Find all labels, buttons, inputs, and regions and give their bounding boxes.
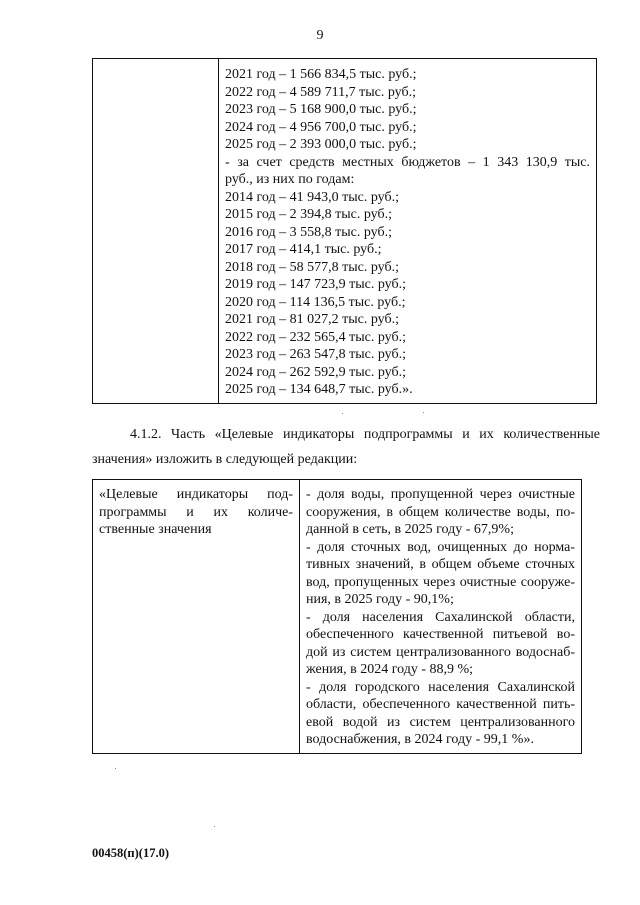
indicator-line: тивных значений, в общем объеме сточных <box>306 557 575 572</box>
paragraph-line-1: 4.1.2. Часть «Целевые индикаторы подпрограммы и их количественные <box>130 427 600 442</box>
financing-line: 2022 год – 4 589 711,7 тыс. руб.; <box>225 84 416 100</box>
financing-line: 2021 год – 1 566 834,5 тыс. руб.; <box>225 67 417 82</box>
indicator-line: области, обеспеченного качественной пить- <box>306 697 575 712</box>
financing-line: 2022 год – 232 565,4 тыс. руб.; <box>225 329 406 345</box>
financing-table-left-cell <box>93 59 219 404</box>
indicator-line: данной в сеть, в 2025 году - 67,9%; <box>306 522 514 537</box>
indicator-line: - доля городского населения Сахалинской <box>306 679 575 695</box>
page-number: 9 <box>316 28 324 43</box>
indicator-line: евой водой из систем централизованного <box>306 714 575 730</box>
indicator-line: водоснабжения, в 2024 году - 99,1 %». <box>306 732 534 747</box>
scan-speck <box>342 413 343 414</box>
indicators-table-values-cell <box>300 480 582 754</box>
indicator-line: ния, в 2025 году - 90,1%; <box>306 592 454 607</box>
financing-line: 2021 год – 81 027,2 тыс. руб.; <box>225 312 399 327</box>
financing-line: 2024 год – 4 956 700,0 тыс. руб.; <box>225 119 417 135</box>
indicator-line: жения, в 2024 году - 88,9 %; <box>306 662 474 677</box>
document-code: 00458(п)(17.0) <box>92 846 169 860</box>
scan-speck <box>115 768 116 769</box>
indicator-line: вод, пропущенных через очистные сооруже- <box>306 574 575 590</box>
financing-line: 2018 год – 58 577,8 тыс. руб.; <box>225 259 399 275</box>
financing-line: 2016 год – 3 558,8 тыс. руб.; <box>225 224 392 240</box>
financing-line: 2023 год – 263 547,8 тыс. руб.; <box>225 347 406 362</box>
indicators-label-line: «Целевые индикаторы под- <box>99 487 293 502</box>
indicator-line: - доля сточных вод, очищенных до норма- <box>306 539 575 555</box>
indicators-label-line: ственные значения <box>99 522 212 537</box>
financing-table <box>92 58 597 404</box>
indicator-line: обеспеченного качественной питьевой во- <box>306 627 575 642</box>
indicators-label-line: программы и их количе- <box>99 504 293 520</box>
scan-speck <box>214 826 215 827</box>
indicator-line: - доля воды, пропущенной через очистные <box>306 487 575 502</box>
financing-line: 2025 год – 134 648,7 тыс. руб.». <box>225 382 413 397</box>
financing-line: руб., из них по годам: <box>225 172 355 187</box>
indicator-line: дой из систем централизованного водоснаб- <box>306 644 575 660</box>
indicators-table <box>92 479 582 754</box>
financing-line: 2019 год – 147 723,9 тыс. руб.; <box>225 277 406 292</box>
paragraph-line-2: значения» изложить в следующей редакции: <box>92 452 358 467</box>
indicator-line: - доля населения Сахалинской области, <box>306 609 575 625</box>
indicator-line: сооружения, в общем количестве воды, по- <box>306 504 575 520</box>
indicators-table-label-cell <box>93 480 300 754</box>
financing-line: 2020 год – 114 136,5 тыс. руб.; <box>225 294 406 310</box>
scan-speck <box>423 412 424 413</box>
financing-line: 2014 год – 41 943,0 тыс. руб.; <box>225 189 399 205</box>
financing-line: 2017 год – 414,1 тыс. руб.; <box>225 242 382 257</box>
financing-line: 2025 год – 2 393 000,0 тыс. руб.; <box>225 137 417 152</box>
financing-line: 2024 год – 262 592,9 тыс. руб.; <box>225 364 406 380</box>
financing-table-right-cell <box>219 59 597 404</box>
financing-line: - за счет средств местных бюджетов – 1 343 130,9 тыс. <box>225 154 590 170</box>
financing-line: 2015 год – 2 394,8 тыс. руб.; <box>225 207 392 222</box>
financing-line: 2023 год – 5 168 900,0 тыс. руб.; <box>225 102 417 117</box>
